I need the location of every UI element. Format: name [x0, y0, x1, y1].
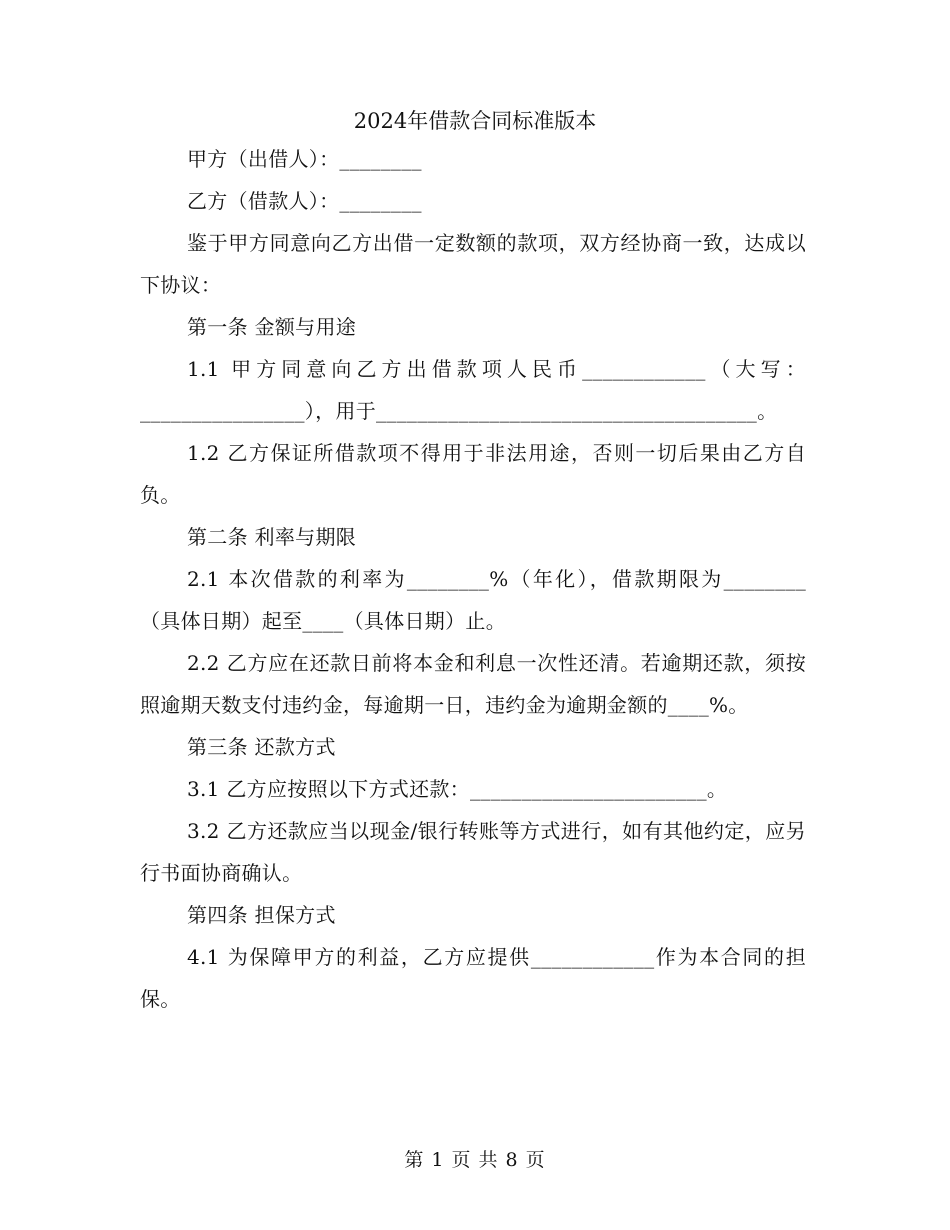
article-4-heading: 第四条 担保方式	[187, 903, 336, 927]
document-body	[140, 138, 806, 1020]
article-1-heading: 第一条 金额与用途	[187, 315, 357, 339]
clause-3-1: 3.1 乙方应按照以下方式还款：_______________________。	[187, 777, 728, 801]
article-3-heading: 第三条 还款方式	[187, 735, 336, 759]
page-footer: 第 1 页 共 8 页	[404, 1149, 546, 1171]
party-a-line: 甲方（出借人）：________	[187, 147, 422, 171]
clause-2-2: 2.2 乙方应在还款日前将本金和利息一次性还清。若逾期还款，须按照逾期天数支付违约金，每逾期一日，违约金为逾期金额的____%。	[140, 651, 806, 717]
preamble-paragraph: 鉴于甲方同意向乙方出借一定数额的款项，双方经协商一致，达成以下协议：	[140, 231, 806, 297]
clause-1-2: 1.2 乙方保证所借款项不得用于非法用途，否则一切后果由乙方自负。	[140, 441, 806, 507]
clause-3-2: 3.2 乙方还款应当以现金/银行转账等方式进行，如有其他约定，应另行书面协商确认。	[140, 819, 806, 885]
party-b-line: 乙方（借款人）：________	[187, 189, 422, 213]
clause-1-1: 1.1 甲方同意向乙方出借款项人民币____________（大写：________________），用于_____________________________________。	[140, 357, 806, 423]
clause-2-1: 2.1 本次借款的利率为________%（年化），借款期限为________（具体日期）起至____（具体日期）止。	[140, 567, 806, 633]
article-2-heading: 第二条 利率与期限	[187, 525, 357, 549]
clause-4-1: 4.1 为保障甲方的利益，乙方应提供____________作为本合同的担保。	[140, 945, 806, 1011]
document-title: 2024年借款合同标准版本	[353, 109, 597, 133]
